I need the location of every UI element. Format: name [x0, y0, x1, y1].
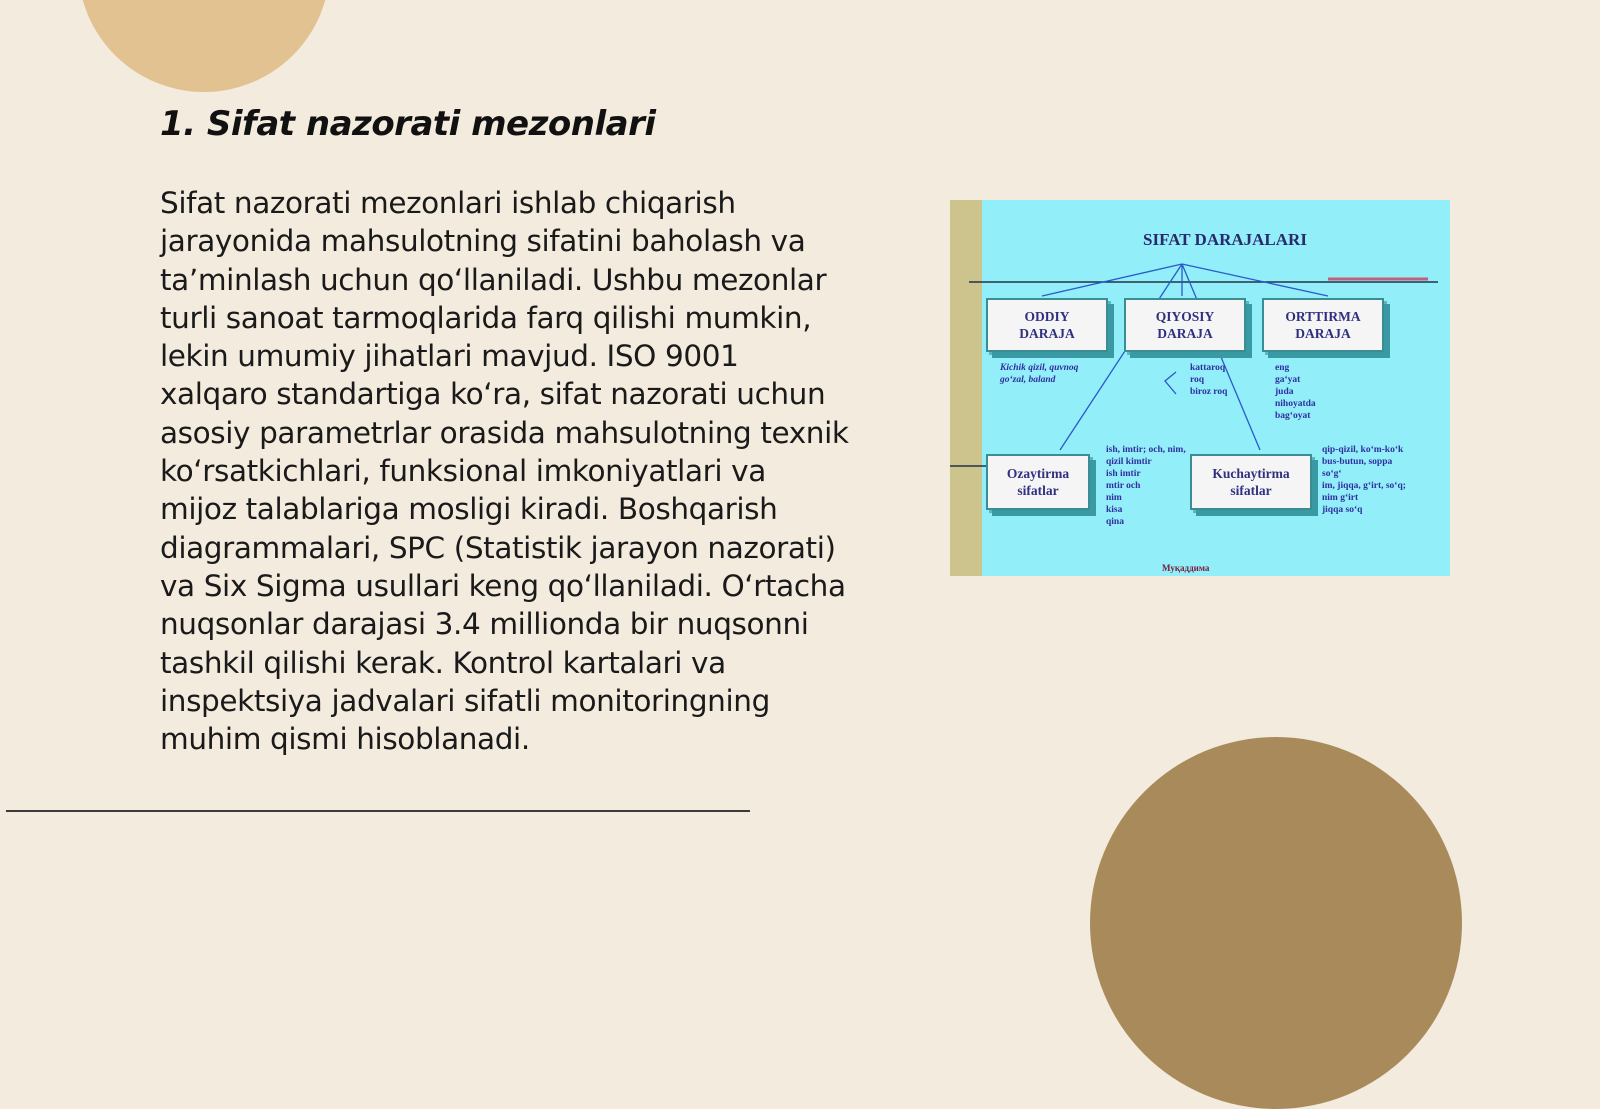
box-kuchaytirma-sifatlar — [1190, 454, 1312, 510]
note-kuchaytirma: qip-qizil, ko‘m-ko‘k bus-butun, soppa so‘g‘ im, jiqqa, g‘irt, so‘q; nim g‘irt jiqqa so‘q — [1322, 445, 1406, 515]
quality-levels-diagram — [950, 200, 1450, 576]
box-qiyosiy-daraja — [1124, 298, 1246, 352]
diagram-footer-label: Муқаддима — [1162, 563, 1210, 573]
box-orttirma-label: ORTTIRMA DARAJA — [1285, 309, 1361, 341]
decorative-circle-bottom — [1090, 737, 1462, 1109]
slide-body-text: Sifat nazorati mezonlari ishlab chiqarish jarayonida mahsulotning sifatini baholash va ta’minlash uchun qo‘llaniladi. Ushbu mezonlar turli sanoat tarmoqlarida farq qilishi mumkin, lekin umumiy jihatlari mavjud. ISO 9001 xalqaro standartiga ko‘ra, sifat nazorati uchun asosiy parametrlar orasida mahsulotning texnik ko‘rsatkichlari, funksional imkoniyatlari va mijoz talablariga mosligi kiradi. Boshqarish diagrammalari, SPC (Statistik jarayon nazorati) va Six Sigma usullari keng qo‘llaniladi. O‘rtacha nuqsonlar darajasi 3.4 millionda bir nuqsonni tashkil qilishi kerak. Kontrol kartalari va inspektsiya jadvalari sifatli monitoringning muhim qismi hisoblanadi. — [160, 186, 849, 757]
box-oddiy-daraja — [986, 298, 1108, 352]
note-ozaytirma: ish, imtir; och, nim, qizil kimtir ish imtir mtir och nim kisa qina — [1106, 445, 1186, 527]
box-oddiy-label: ODDIY DARAJA — [1019, 309, 1075, 341]
divider-line — [6, 810, 750, 812]
slide-title: 1. Sifat nazorati mezonlari — [160, 104, 656, 144]
box-kuchaytirma-label: Kuchaytirma sifatlar — [1212, 466, 1290, 498]
box-ozaytirma-label: Ozaytirma sifatlar — [1006, 466, 1070, 498]
note-orttirma: eng ga‘yat juda nihoyatda bag‘oyat — [1275, 363, 1316, 421]
box-ozaytirma-sifatlar — [986, 454, 1090, 510]
note-oddiy: Kichik qizil, quvnoq go‘zal, baland — [1000, 363, 1079, 385]
decorative-circle-top — [78, 0, 330, 92]
diagram-title: SIFAT DARAJALARI — [1143, 230, 1307, 249]
note-qiyosiy: kattaroq roq biroz roq — [1190, 363, 1228, 397]
box-orttirma-daraja — [1262, 298, 1384, 352]
box-qiyosiy-label: QIYOSIY DARAJA — [1155, 309, 1215, 341]
